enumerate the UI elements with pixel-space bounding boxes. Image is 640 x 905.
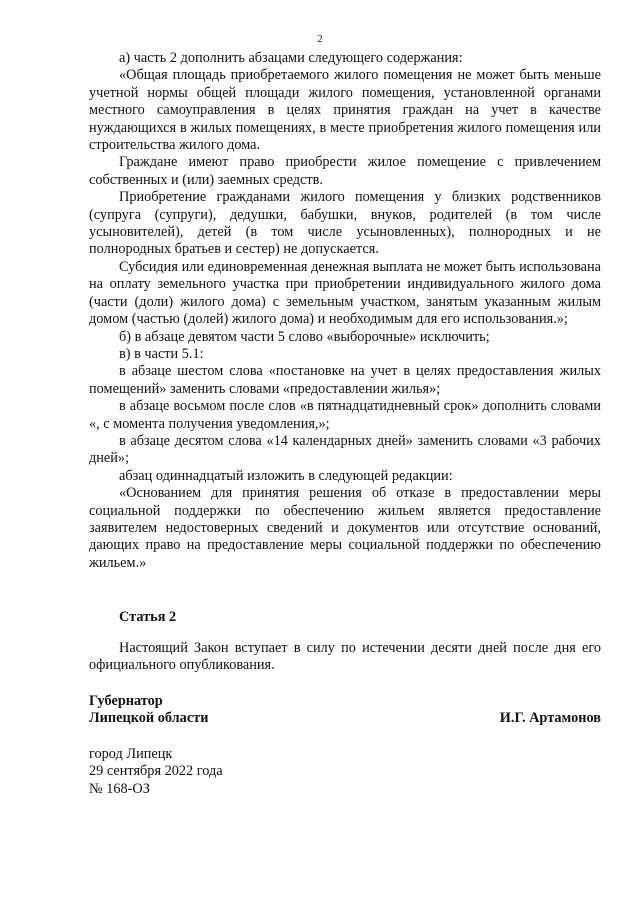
signatory-name: И.Г. Артамонов [499,710,601,727]
signatory-title-line2: Липецкой области [89,710,209,727]
signature-block [89,693,601,728]
paragraph: б) в абзаце девятом части 5 слово «выборочные» исключить; [119,328,490,345]
amendment-text [89,50,601,572]
article-paragraph: Настоящий Закон вступает в силу по истечении десяти дней после дня его официального опубликования. [89,640,601,674]
issue-city: город Липецк [89,746,173,762]
paragraph: в) в части 5.1: [119,345,204,362]
article-heading: Статья 2 [119,609,177,625]
page-number: 2 [317,33,323,45]
law-number: № 168-ОЗ [89,780,150,797]
paragraph: «Общая площадь приобретаемого жилого помещения не может быть меньше учетной нормы общей площади жилого помещения, установленной органами местного самоуправления в целях принятия граждан на учет в качестве нуждающихся в жилых помещениях, в месте приобретения жилого помещения или строительства жилого дома. [89,67,601,154]
paragraph: Граждане имеют право приобрести жилое помещение с привлечением собственных и (или) заемных средств. [89,154,601,188]
paragraph: в абзаце шестом слова «постановке на учет в целях предоставления жилых помещений» заменить словами «предоставлении жилья»; [89,363,601,397]
paragraph: Приобретение гражданами жилого помещения у близких родственников (супруга (супруги), дедушки, бабушки, внуков, родителей (в том числе усыновителей), детей (в том числе усыновленных), полнородных и не полнородных братьев и сестер) не допускается. [89,189,601,258]
paragraph: абзац одиннадцатый изложить в следующей редакции: [119,467,453,484]
paragraph: в абзаце десятом слова «14 календарных дней» заменить словами «3 рабочих дней»; [89,432,601,467]
paragraph: а) часть 2 дополнить абзацами следующего содержания: [119,50,463,66]
signatory-title-line1: Губернатор [89,693,163,709]
paragraph: в абзаце восьмом после слов «в пятнадцатидневный срок» дополнить словами «, с момента получения уведомления,»; [89,398,601,432]
issue-date: 29 сентября 2022 года [89,763,223,780]
issue-details [89,746,223,798]
paragraph: Субсидия или единовременная денежная выплата не может быть использована на оплату земельного участка при приобретении индивидуального жилого дома (части (доли) жилого дома) с земельным участком, занятым указанным жилым домом (частью (долей) жилого дома) и необходимым для его использования.»; [89,258,601,328]
paragraph: «Основанием для принятия решения об отказе в предоставлении меры социальной поддержки по обеспечению жильем является предоставление заявителем недостоверных сведений и документов или отсутствие оснований, дающих право на предоставление меры социальной поддержки по обеспечению жильем.» [89,485,601,571]
article-body [89,640,601,675]
